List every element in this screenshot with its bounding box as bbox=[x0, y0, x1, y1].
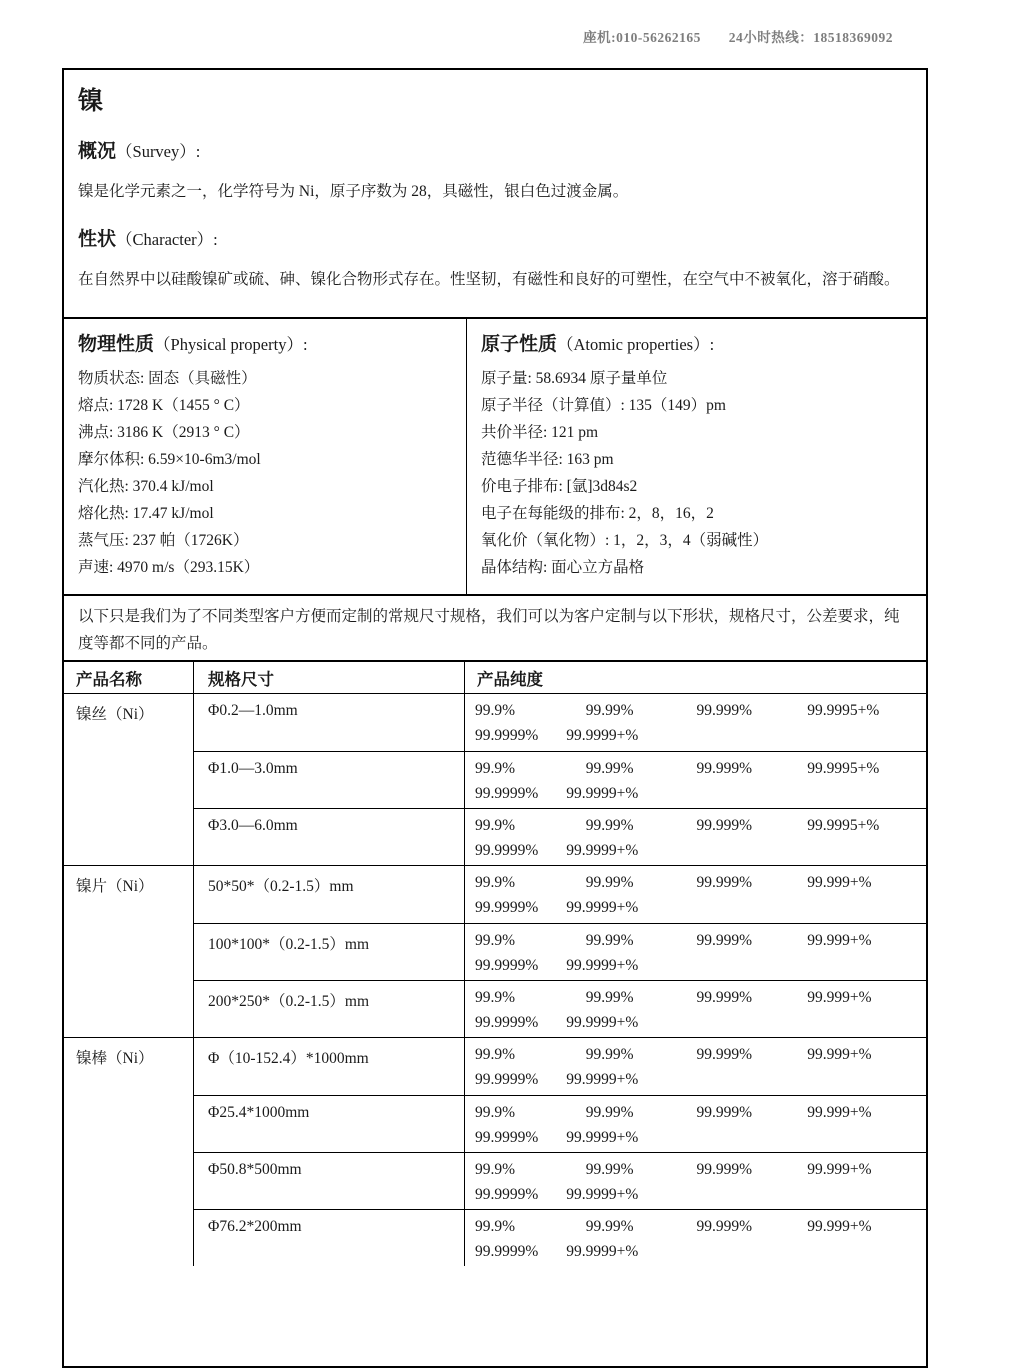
product-row bbox=[194, 751, 926, 808]
character-heading-zh: 性状 bbox=[78, 229, 117, 250]
purity-value: 99.9% bbox=[475, 1161, 516, 1178]
product-group-rows bbox=[194, 1038, 926, 1266]
spec-cell: Φ50.8*500mm bbox=[194, 1153, 465, 1209]
purity-value: 99.99% bbox=[585, 932, 634, 949]
purity-cell bbox=[465, 1038, 926, 1095]
purity-value: 99.9999% bbox=[475, 727, 539, 744]
purity-line-1 bbox=[475, 989, 918, 1007]
atomic-heading bbox=[481, 329, 912, 356]
product-row bbox=[194, 923, 926, 980]
purity-value: 99.9999% bbox=[475, 842, 539, 859]
spec-cell: 100*100*（0.2-1.5）mm bbox=[194, 924, 465, 980]
intro-section bbox=[64, 70, 926, 317]
atomic-property-item: 氧化价（氧化物）: 1，2，3，4（弱碱性） bbox=[481, 532, 769, 549]
purity-value: 99.999% bbox=[696, 1104, 753, 1121]
purity-value: 99.9999% bbox=[475, 1071, 539, 1088]
product-group bbox=[64, 865, 926, 1037]
purity-value: 99.9995+% bbox=[807, 817, 880, 834]
atomic-properties-column bbox=[467, 319, 926, 594]
purity-line-2 bbox=[475, 1129, 918, 1147]
hotline-number: 24小时热线：18518369092 bbox=[728, 30, 893, 45]
product-row bbox=[194, 808, 926, 865]
purity-value: 99.9999+% bbox=[566, 785, 639, 802]
purity-line-1 bbox=[475, 1161, 918, 1179]
purity-cell bbox=[465, 1096, 926, 1152]
purity-value: 99.9999% bbox=[475, 899, 539, 916]
purity-line-2 bbox=[475, 727, 918, 745]
purity-value: 99.99% bbox=[585, 702, 634, 719]
spec-cell: Φ1.0—3.0mm bbox=[194, 752, 465, 808]
product-row bbox=[194, 866, 926, 923]
physical-property-item: 熔化热: 17.47 kJ/mol bbox=[78, 505, 214, 522]
purity-value: 99.999% bbox=[696, 989, 753, 1006]
atomic-property-item: 原子量: 58.6934 原子量单位 bbox=[481, 370, 668, 387]
spec-cell: Φ（10-152.4）*1000mm bbox=[194, 1038, 465, 1095]
atomic-heading-en: （Atomic properties）: bbox=[557, 335, 715, 354]
purity-value: 99.999+% bbox=[807, 932, 872, 949]
product-row bbox=[194, 1209, 926, 1266]
purity-line-2 bbox=[475, 899, 918, 917]
purity-value: 99.9999% bbox=[475, 785, 539, 802]
physical-property-item: 蒸气压: 237 帕（1726K） bbox=[78, 532, 249, 549]
purity-value: 99.9999% bbox=[475, 1129, 539, 1146]
purity-value: 99.9999+% bbox=[566, 1243, 639, 1260]
purity-value: 99.9% bbox=[475, 874, 516, 891]
purity-line-1 bbox=[475, 760, 918, 778]
purity-value: 99.9999+% bbox=[566, 899, 639, 916]
atomic-property-item: 范德华半径: 163 pm bbox=[481, 451, 614, 468]
purity-cell bbox=[465, 981, 926, 1037]
purity-value: 99.9999+% bbox=[566, 1186, 639, 1203]
header-purity: 产品纯度 bbox=[477, 669, 543, 689]
spec-cell: 200*250*（0.2-1.5）mm bbox=[194, 981, 465, 1037]
purity-cell bbox=[465, 866, 926, 923]
product-name-cell: 镍棒（Ni） bbox=[64, 1038, 194, 1266]
header-spec-size: 规格尺寸 bbox=[194, 662, 465, 693]
purity-value: 99.999+% bbox=[807, 1046, 872, 1063]
purity-value: 99.999+% bbox=[807, 1161, 872, 1178]
product-group-rows bbox=[194, 866, 926, 1037]
survey-heading-en: （Survey）: bbox=[116, 142, 201, 161]
purity-value: 99.9% bbox=[475, 702, 516, 719]
purity-line-1 bbox=[475, 1104, 918, 1122]
physical-property-item: 摩尔体积: 6.59×10-6m3/mol bbox=[78, 451, 261, 468]
purity-value: 99.9% bbox=[475, 1104, 516, 1121]
atomic-property-item: 原子半径（计算值）: 135（149）pm bbox=[481, 397, 726, 414]
properties-section bbox=[64, 317, 926, 594]
purity-line-2 bbox=[475, 1014, 918, 1032]
purity-value: 99.999% bbox=[696, 874, 753, 891]
atomic-heading-zh: 原子性质 bbox=[481, 334, 558, 355]
purity-value: 99.999+% bbox=[807, 989, 872, 1006]
purity-cell bbox=[465, 809, 926, 865]
product-row bbox=[194, 980, 926, 1037]
purity-line-1 bbox=[475, 817, 918, 835]
purity-line-2 bbox=[475, 1243, 918, 1261]
product-row bbox=[194, 1095, 926, 1152]
character-body: 在自然界中以硅酸镍矿或硫、砷、镍化合物形式存在。性坚韧，有磁性和良好的可塑性，在空气中不被氧化，溶于硝酸。 bbox=[78, 271, 900, 288]
purity-line-1 bbox=[475, 932, 918, 950]
purity-value: 99.99% bbox=[585, 817, 634, 834]
product-group-rows bbox=[194, 694, 926, 865]
purity-value: 99.99% bbox=[585, 874, 634, 891]
purity-value: 99.9% bbox=[475, 1218, 516, 1235]
custom-sizes-note: 以下只是我们为了不同类型客户方便而定制的常规尺寸规格，我们可以为客户定制与以下形状，规格尺寸，公差要求，纯度等都不同的产品。 bbox=[64, 594, 926, 660]
character-heading-en: （Character）: bbox=[116, 230, 218, 249]
purity-value: 99.9999% bbox=[475, 1243, 539, 1260]
purity-value: 99.9% bbox=[475, 932, 516, 949]
spec-cell: Φ76.2*200mm bbox=[194, 1210, 465, 1266]
physical-property-item: 声速: 4970 m/s（293.15K） bbox=[78, 559, 260, 576]
character-heading bbox=[78, 224, 912, 251]
page-title: 镍 bbox=[78, 88, 104, 115]
physical-heading-zh: 物理性质 bbox=[78, 334, 155, 355]
purity-value: 99.9999% bbox=[475, 1014, 539, 1031]
purity-value: 99.999% bbox=[696, 932, 753, 949]
products-table bbox=[64, 660, 926, 1266]
purity-value: 99.9% bbox=[475, 760, 516, 777]
purity-line-1 bbox=[475, 874, 918, 892]
spec-cell: Φ25.4*1000mm bbox=[194, 1096, 465, 1152]
survey-heading bbox=[78, 136, 912, 163]
product-name-cell: 镍片（Ni） bbox=[64, 866, 194, 1037]
purity-value: 99.999+% bbox=[807, 1218, 872, 1235]
survey-heading-zh: 概况 bbox=[78, 141, 117, 162]
purity-value: 99.9999+% bbox=[566, 727, 639, 744]
purity-value: 99.9999+% bbox=[566, 1129, 639, 1146]
header-product-name: 产品名称 bbox=[64, 662, 194, 693]
atomic-property-item: 价电子排布: [氩]3d84s2 bbox=[481, 478, 638, 495]
purity-value: 99.9999+% bbox=[566, 957, 639, 974]
purity-value: 99.9999% bbox=[475, 1186, 539, 1203]
purity-value: 99.99% bbox=[585, 1218, 634, 1235]
spec-cell: 50*50*（0.2-1.5）mm bbox=[194, 866, 465, 923]
purity-value: 99.9999+% bbox=[566, 1014, 639, 1031]
purity-value: 99.9995+% bbox=[807, 760, 880, 777]
physical-heading bbox=[78, 329, 452, 356]
contact-bar bbox=[0, 26, 1029, 46]
purity-value: 99.999% bbox=[696, 817, 753, 834]
document-frame bbox=[62, 68, 928, 1368]
purity-value: 99.999% bbox=[696, 1161, 753, 1178]
landline-number: 座机:010-56262165 bbox=[583, 30, 701, 45]
purity-line-1 bbox=[475, 1046, 918, 1064]
purity-value: 99.99% bbox=[585, 760, 634, 777]
physical-property-item: 物质状态: 固态（具磁性） bbox=[78, 370, 257, 387]
purity-value: 99.99% bbox=[585, 1161, 634, 1178]
purity-line-2 bbox=[475, 842, 918, 860]
purity-value: 99.999+% bbox=[807, 1104, 872, 1121]
survey-body: 镍是化学元素之一，化学符号为 Ni，原子序数为 28，具磁性，银白色过渡金属。 bbox=[78, 183, 629, 200]
purity-line-1 bbox=[475, 1218, 918, 1236]
purity-cell bbox=[465, 1210, 926, 1266]
purity-value: 99.9999+% bbox=[566, 1071, 639, 1088]
purity-line-2 bbox=[475, 1071, 918, 1089]
physical-properties-column bbox=[64, 319, 467, 594]
purity-value: 99.999% bbox=[696, 1046, 753, 1063]
purity-cell bbox=[465, 924, 926, 980]
atomic-property-item: 电子在每能级的排布: 2，8，16，2 bbox=[481, 505, 714, 522]
spec-cell: Φ0.2—1.0mm bbox=[194, 694, 465, 751]
purity-value: 99.999% bbox=[696, 702, 753, 719]
purity-value: 99.99% bbox=[585, 989, 634, 1006]
atomic-property-item: 共价半径: 121 pm bbox=[481, 424, 599, 441]
atomic-property-item: 晶体结构: 面心立方晶格 bbox=[481, 559, 645, 576]
purity-value: 99.999+% bbox=[807, 874, 872, 891]
purity-line-2 bbox=[475, 1186, 918, 1204]
product-group bbox=[64, 693, 926, 865]
purity-value: 99.9999+% bbox=[566, 842, 639, 859]
purity-value: 99.999% bbox=[696, 1218, 753, 1235]
purity-line-1 bbox=[475, 702, 918, 720]
spec-cell: Φ3.0—6.0mm bbox=[194, 809, 465, 865]
product-group bbox=[64, 1037, 926, 1266]
purity-value: 99.9% bbox=[475, 989, 516, 1006]
purity-value: 99.9999% bbox=[475, 957, 539, 974]
purity-value: 99.999% bbox=[696, 760, 753, 777]
product-row bbox=[194, 1038, 926, 1095]
products-table-header bbox=[64, 662, 926, 693]
purity-line-2 bbox=[475, 785, 918, 803]
purity-value: 99.99% bbox=[585, 1046, 634, 1063]
purity-cell bbox=[465, 694, 926, 751]
purity-value: 99.9995+% bbox=[807, 702, 880, 719]
purity-line-2 bbox=[475, 957, 918, 975]
purity-cell bbox=[465, 752, 926, 808]
purity-value: 99.9% bbox=[475, 1046, 516, 1063]
product-row bbox=[194, 1152, 926, 1209]
physical-property-item: 汽化热: 370.4 kJ/mol bbox=[78, 478, 214, 495]
physical-property-item: 沸点: 3186 K（2913 ° C） bbox=[78, 424, 250, 441]
physical-heading-en: （Physical property）: bbox=[154, 335, 308, 354]
product-name-cell: 镍丝（Ni） bbox=[64, 694, 194, 865]
product-row bbox=[194, 694, 926, 751]
purity-cell bbox=[465, 1153, 926, 1209]
physical-property-item: 熔点: 1728 K（1455 ° C） bbox=[78, 397, 250, 414]
purity-value: 99.9% bbox=[475, 817, 516, 834]
purity-value: 99.99% bbox=[585, 1104, 634, 1121]
